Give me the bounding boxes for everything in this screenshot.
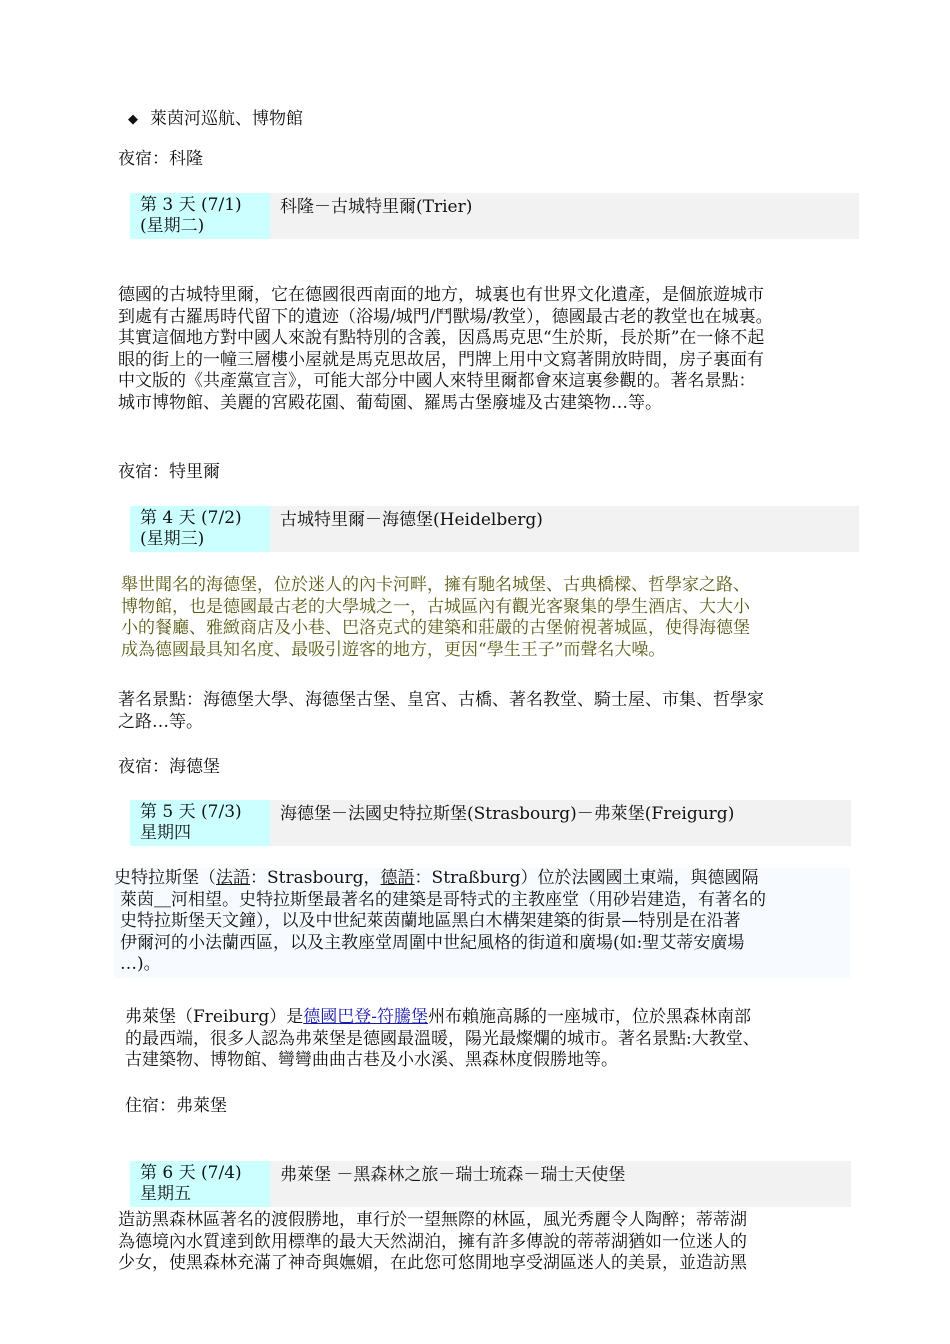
day3-line: 眼的街上的一幢三層樓小屋就是馬克思故居，門牌上用中文寫著開放時間，房子裏面有 — [118, 349, 764, 370]
day4-header-row — [130, 506, 859, 552]
day4-line: 博物館，也是德國最古老的大學城之一，古城區內有觀光客聚集的學生酒店、大大小 — [121, 596, 750, 617]
strasbourg-line: 史特拉斯堡天文鐘），以及中世紀萊茵蘭地區黑白木構架建築的街景—特別是在沿著 — [120, 911, 741, 931]
strasbourg-line-1 — [114, 868, 850, 890]
day4-sights-line: 之路…等。 — [118, 711, 203, 732]
stay-freiburg: 住宿：弗萊堡 — [125, 1096, 227, 1116]
strasbourg-line: …)。 — [120, 954, 161, 974]
day5-weekday: 星期四 — [140, 823, 191, 843]
day6-route-cell: 弗萊堡 －黑森林之旅－瑞士琉森－瑞士天使堡 — [270, 1161, 851, 1207]
day5-day: 第 5 天 (7/3) — [140, 802, 242, 822]
stay-trier: 夜宿：特里爾 — [118, 462, 220, 482]
day5-date-cell — [130, 800, 270, 846]
day3-date-cell — [130, 193, 270, 239]
day6-day: 第 6 天 (7/4) — [140, 1163, 242, 1183]
day4-line: 舉世聞名的海德堡，位於迷人的內卡河畔，擁有馳名城堡、古典橋樑、哲學家之路、 — [121, 575, 750, 595]
day4-date-cell — [130, 506, 270, 552]
day3-line: 其實這個地方對中國人來說有點特別的含義，因爲馬克思“生於斯，長於斯”在一條不起 — [118, 328, 765, 348]
day3-weekday: (星期二) — [140, 216, 205, 236]
day5-route-cell: 海德堡－法國史特拉斯堡(Strasbourg)－弗萊堡(Freigurg) — [270, 800, 851, 846]
day3-line: 城市博物館、美麗的宮殿花園、葡萄園、羅馬古堡廢墟及古建築物…等。 — [118, 392, 662, 413]
strasbourg-text: 史特拉斯堡（ — [114, 868, 216, 888]
day6-line: 造訪黑森林區著名的渡假勝地，車行於一望無際的林區，風光秀麗令人陶醉；蒂蒂湖 — [118, 1210, 747, 1230]
day6-date-cell — [130, 1161, 270, 1207]
freiburg-line-1 — [125, 1007, 860, 1029]
day4-day: 第 4 天 (7/2) — [140, 508, 242, 528]
bullet-text: 萊茵河巡航、博物館 — [150, 109, 303, 129]
day3-line: 德國的古城特里爾，它在德國很西南面的地方，城裏也有世界文化遺產，是個旅遊城市 — [118, 285, 764, 305]
day6-weekday: 星期五 — [140, 1184, 191, 1204]
freiburg-line: 古建築物、博物館、彎彎曲曲古巷及小水溪、黑森林度假勝地等。 — [125, 1050, 618, 1070]
day3-day: 第 3 天 (7/1) — [140, 195, 242, 215]
strasbourg-line: 伊爾河的小法蘭西區，以及主教座堂周圍中世紀風格的街道和廣場(如:聖艾蒂安廣場 — [120, 932, 745, 953]
freiburg-text: 州布賴施高縣的一座城市，位於黑森林南部 — [428, 1007, 752, 1027]
day6-line: 少女，使黑森林充滿了神奇與嫵媚，在此您可悠閒地享受湖區迷人的美景，並造訪黑 — [118, 1253, 747, 1273]
diamond-bullet-icon: ◆ — [128, 112, 138, 127]
day6-description — [118, 1210, 858, 1275]
itinerary-bullet-item — [128, 104, 303, 129]
day3-description — [118, 285, 878, 414]
french-language-link[interactable]: 法語 — [216, 868, 250, 888]
day4-route-cell: 古城特里爾－海德堡(Heidelberg) — [270, 506, 859, 552]
freiburg-text: 弗萊堡（Freiburg）是 — [125, 1007, 304, 1027]
day5-freiburg-description — [125, 1007, 860, 1072]
day6-header-row — [130, 1161, 851, 1207]
baden-wurttemberg-link[interactable]: 德國巴登-符騰堡 — [303, 1007, 429, 1027]
strasbourg-line: 萊茵＿河相望。史特拉斯堡最著名的建築是哥特式的主教座堂（用砂岩建造，有著名的 — [120, 889, 766, 910]
day5-header-row — [130, 800, 851, 846]
day3-line: 中文版的《共產黨宣言》，可能大部分中國人來特里爾都會來這裏參觀的。著名景點： — [118, 371, 756, 391]
day3-route-cell: 科隆－古城特里爾(Trier) — [270, 193, 859, 239]
day4-line: 成為德國最具知名度、最吸引遊客的地方，更因“學生王子”而聲名大噪。 — [121, 639, 666, 660]
freiburg-line: 的最西端，很多人認為弗萊堡是德國最溫暖，陽光最燦爛的城市。著名景點:大教堂、 — [125, 1028, 760, 1049]
day5-strasbourg-description — [114, 868, 850, 978]
german-language-link[interactable]: 德語 — [380, 868, 415, 888]
strasbourg-text: ：Strasbourg， — [250, 868, 381, 888]
strasbourg-text: ：Straßburg）位於法國國土東端，與德國隔 — [414, 868, 759, 888]
day6-line: 為德境內水質達到飲用標準的最大天然湖泊，擁有許多傳說的蒂蒂湖猶如一位迷人的 — [118, 1231, 747, 1252]
day4-sights — [118, 690, 878, 733]
day4-line: 小的餐廳、雅緻商店及小巷、巴洛克式的建築和莊嚴的古堡俯視著城區，使得海德堡 — [121, 618, 750, 638]
stay-heidelberg: 夜宿：海德堡 — [118, 757, 220, 777]
day4-weekday: (星期三) — [140, 529, 205, 549]
day4-description — [121, 575, 861, 661]
day3-line: 到處有古羅馬時代留下的遺迹（浴場/城門/鬥獸場/教堂），德國最古老的教堂也在城裏。 — [118, 306, 773, 327]
day4-sights-line: 著名景點：海德堡大學、海德堡古堡、皇宮、古橋、著名教堂、騎士屋、市集、哲學家 — [118, 690, 764, 710]
day3-header-row — [130, 193, 859, 239]
stay-koln: 夜宿：科隆 — [118, 149, 203, 169]
